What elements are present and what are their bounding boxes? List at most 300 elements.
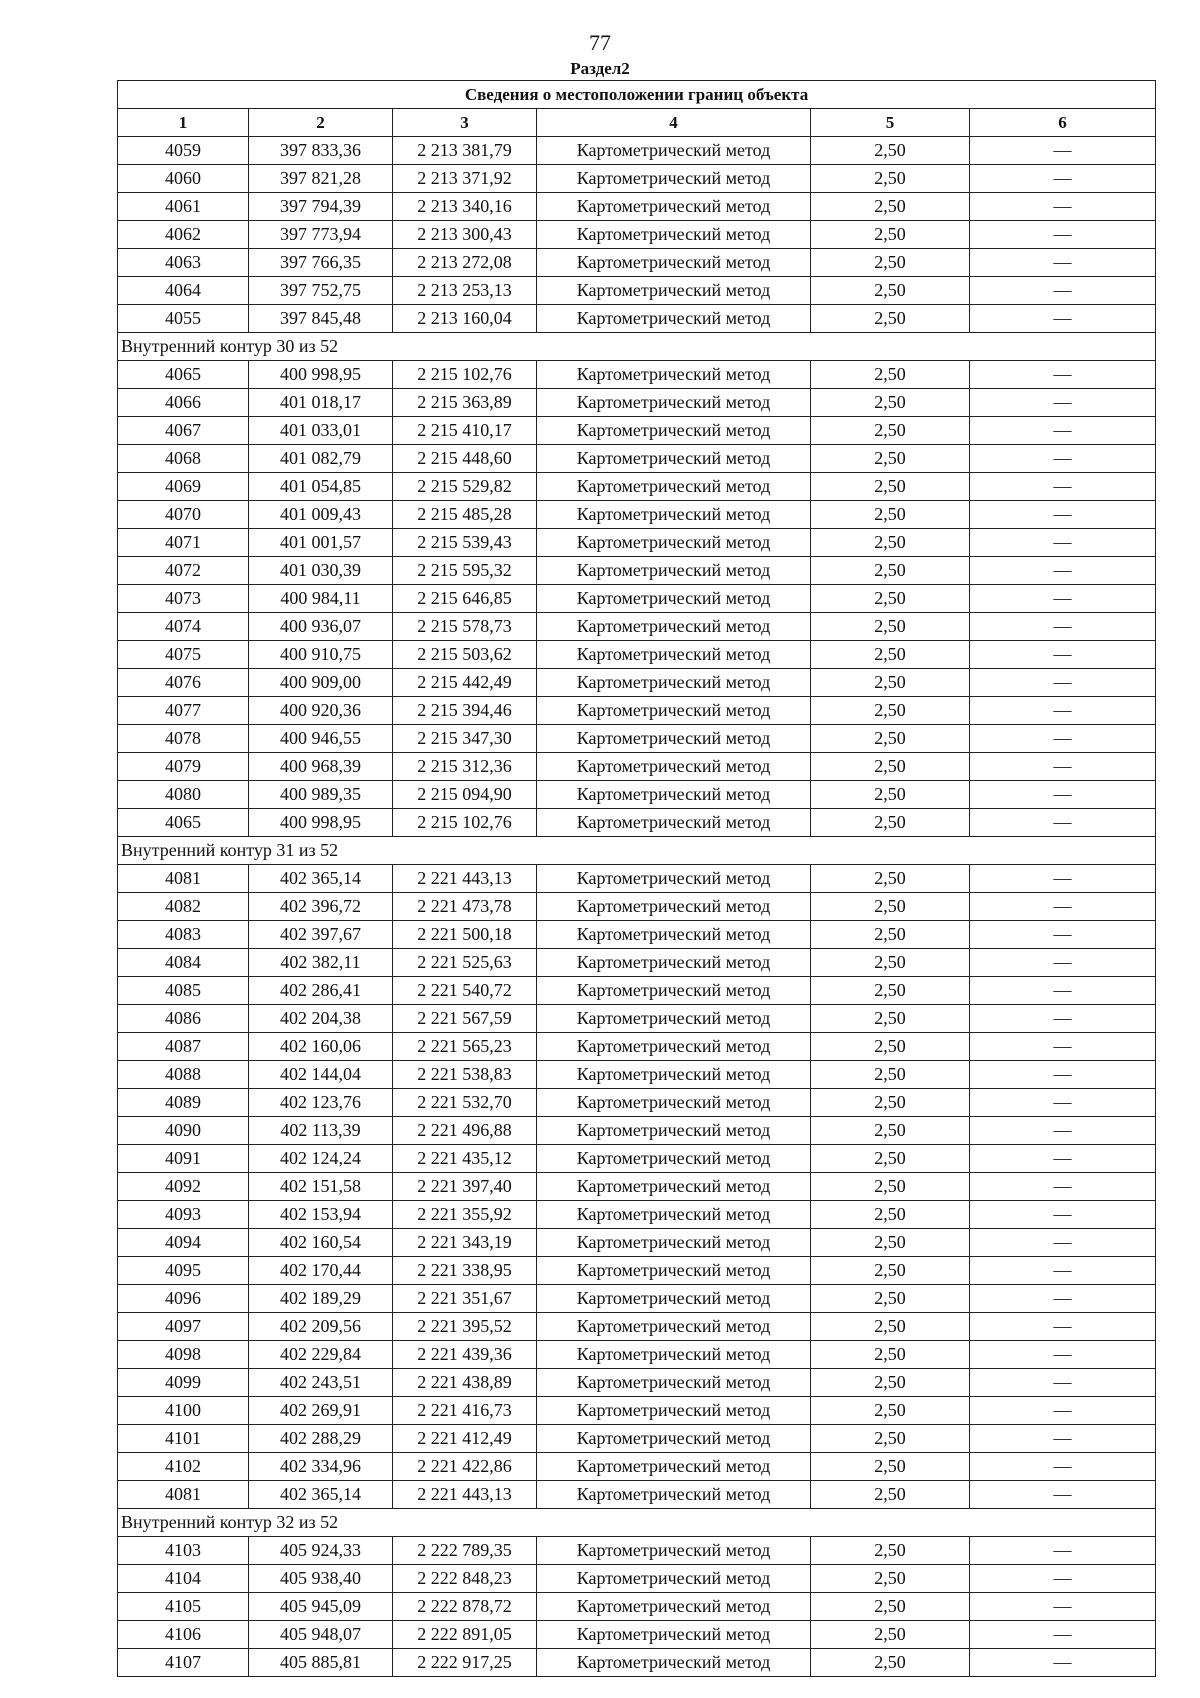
x-coordinate-cell: 400 989,35 <box>249 781 393 809</box>
method-cell: Картометрический метод <box>537 1565 811 1593</box>
table-row <box>118 1145 1156 1173</box>
section-title: Раздел2 <box>570 59 630 78</box>
accuracy-cell: 2,50 <box>811 1649 970 1677</box>
point-number-cell: 4060 <box>118 165 249 193</box>
accuracy-cell: 2,50 <box>811 277 970 305</box>
description-cell: — <box>970 921 1156 949</box>
x-coordinate-cell: 402 123,76 <box>249 1089 393 1117</box>
table-row <box>118 753 1156 781</box>
description-cell: — <box>970 1089 1156 1117</box>
x-coordinate-cell: 402 209,56 <box>249 1313 393 1341</box>
y-coordinate-cell: 2 221 397,40 <box>393 1173 537 1201</box>
x-coordinate-cell: 405 924,33 <box>249 1537 393 1565</box>
x-coordinate-cell: 400 998,95 <box>249 361 393 389</box>
accuracy-cell: 2,50 <box>811 977 970 1005</box>
method-cell: Картометрический метод <box>537 977 811 1005</box>
y-coordinate-cell: 2 221 351,67 <box>393 1285 537 1313</box>
method-cell: Картометрический метод <box>537 1229 811 1257</box>
column-header: 5 <box>811 109 970 137</box>
description-cell: — <box>970 445 1156 473</box>
contour-label: Внутренний контур 31 из 52 <box>118 837 1156 865</box>
description-cell: — <box>970 725 1156 753</box>
y-coordinate-cell: 2 215 410,17 <box>393 417 537 445</box>
y-coordinate-cell: 2 221 355,92 <box>393 1201 537 1229</box>
y-coordinate-cell: 2 215 595,32 <box>393 557 537 585</box>
table-row <box>118 977 1156 1005</box>
method-cell: Картометрический метод <box>537 585 811 613</box>
point-number-cell: 4090 <box>118 1117 249 1145</box>
y-coordinate-cell: 2 221 412,49 <box>393 1425 537 1453</box>
y-coordinate-cell: 2 215 094,90 <box>393 781 537 809</box>
point-number-cell: 4089 <box>118 1089 249 1117</box>
point-number-cell: 4085 <box>118 977 249 1005</box>
y-coordinate-cell: 2 221 435,12 <box>393 1145 537 1173</box>
table-row <box>118 1593 1156 1621</box>
y-coordinate-cell: 2 213 300,43 <box>393 221 537 249</box>
method-cell: Картометрический метод <box>537 529 811 557</box>
method-cell: Картометрический метод <box>537 753 811 781</box>
method-cell: Картометрический метод <box>537 445 811 473</box>
table-row <box>118 1201 1156 1229</box>
table-row <box>118 473 1156 501</box>
x-coordinate-cell: 402 365,14 <box>249 865 393 893</box>
method-cell: Картометрический метод <box>537 893 811 921</box>
y-coordinate-cell: 2 221 343,19 <box>393 1229 537 1257</box>
accuracy-cell: 2,50 <box>811 1537 970 1565</box>
contour-row <box>118 837 1156 865</box>
description-cell: — <box>970 249 1156 277</box>
y-coordinate-cell: 2 215 442,49 <box>393 669 537 697</box>
table-row <box>118 1089 1156 1117</box>
table-row <box>118 865 1156 893</box>
point-number-cell: 4082 <box>118 893 249 921</box>
method-cell: Картометрический метод <box>537 1369 811 1397</box>
description-cell: — <box>970 221 1156 249</box>
table-row <box>118 1453 1156 1481</box>
table-row <box>118 221 1156 249</box>
table-row <box>118 529 1156 557</box>
table-row <box>118 361 1156 389</box>
table-row <box>118 1061 1156 1089</box>
table-row <box>118 1313 1156 1341</box>
accuracy-cell: 2,50 <box>811 361 970 389</box>
column-header: 6 <box>970 109 1156 137</box>
point-number-cell: 4070 <box>118 501 249 529</box>
description-cell: — <box>970 557 1156 585</box>
description-cell: — <box>970 473 1156 501</box>
x-coordinate-cell: 400 998,95 <box>249 809 393 837</box>
method-cell: Картометрический метод <box>537 641 811 669</box>
point-number-cell: 4064 <box>118 277 249 305</box>
description-cell: — <box>970 1341 1156 1369</box>
method-cell: Картометрический метод <box>537 949 811 977</box>
x-coordinate-cell: 402 151,58 <box>249 1173 393 1201</box>
table-row <box>118 1341 1156 1369</box>
description-cell: — <box>970 1565 1156 1593</box>
accuracy-cell: 2,50 <box>811 1229 970 1257</box>
table-row <box>118 641 1156 669</box>
table-row <box>118 921 1156 949</box>
method-cell: Картометрический метод <box>537 1593 811 1621</box>
x-coordinate-cell: 402 124,24 <box>249 1145 393 1173</box>
accuracy-cell: 2,50 <box>811 641 970 669</box>
x-coordinate-cell: 400 910,75 <box>249 641 393 669</box>
x-coordinate-cell: 405 948,07 <box>249 1621 393 1649</box>
accuracy-cell: 2,50 <box>811 165 970 193</box>
accuracy-cell: 2,50 <box>811 557 970 585</box>
accuracy-cell: 2,50 <box>811 305 970 333</box>
description-cell: — <box>970 809 1156 837</box>
column-header: 2 <box>249 109 393 137</box>
accuracy-cell: 2,50 <box>811 1341 970 1369</box>
table-row <box>118 557 1156 585</box>
description-cell: — <box>970 1257 1156 1285</box>
description-cell: — <box>970 1145 1156 1173</box>
table-header-row <box>118 109 1156 137</box>
method-cell: Картометрический метод <box>537 697 811 725</box>
accuracy-cell: 2,50 <box>811 529 970 557</box>
accuracy-cell: 2,50 <box>811 1089 970 1117</box>
x-coordinate-cell: 402 204,38 <box>249 1005 393 1033</box>
x-coordinate-cell: 402 144,04 <box>249 1061 393 1089</box>
point-number-cell: 4105 <box>118 1593 249 1621</box>
method-cell: Картометрический метод <box>537 1621 811 1649</box>
method-cell: Картометрический метод <box>537 1257 811 1285</box>
point-number-cell: 4104 <box>118 1565 249 1593</box>
point-number-cell: 4080 <box>118 781 249 809</box>
y-coordinate-cell: 2 221 496,88 <box>393 1117 537 1145</box>
method-cell: Картометрический метод <box>537 1537 811 1565</box>
table-row <box>118 1425 1156 1453</box>
x-coordinate-cell: 402 286,41 <box>249 977 393 1005</box>
x-coordinate-cell: 401 018,17 <box>249 389 393 417</box>
table-row <box>118 1173 1156 1201</box>
point-number-cell: 4094 <box>118 1229 249 1257</box>
x-coordinate-cell: 400 920,36 <box>249 697 393 725</box>
point-number-cell: 4078 <box>118 725 249 753</box>
description-cell: — <box>970 893 1156 921</box>
y-coordinate-cell: 2 215 312,36 <box>393 753 537 781</box>
accuracy-cell: 2,50 <box>811 781 970 809</box>
method-cell: Картометрический метод <box>537 1145 811 1173</box>
point-number-cell: 4099 <box>118 1369 249 1397</box>
y-coordinate-cell: 2 221 473,78 <box>393 893 537 921</box>
point-number-cell: 4093 <box>118 1201 249 1229</box>
table-row <box>118 417 1156 445</box>
y-coordinate-cell: 2 213 340,16 <box>393 193 537 221</box>
method-cell: Картометрический метод <box>537 781 811 809</box>
x-coordinate-cell: 402 153,94 <box>249 1201 393 1229</box>
description-cell: — <box>970 585 1156 613</box>
description-cell: — <box>970 389 1156 417</box>
point-number-cell: 4066 <box>118 389 249 417</box>
description-cell: — <box>970 277 1156 305</box>
x-coordinate-cell: 402 269,91 <box>249 1397 393 1425</box>
description-cell: — <box>970 305 1156 333</box>
description-cell: — <box>970 1005 1156 1033</box>
description-cell: — <box>970 1397 1156 1425</box>
x-coordinate-cell: 405 938,40 <box>249 1565 393 1593</box>
y-coordinate-cell: 2 215 363,89 <box>393 389 537 417</box>
description-cell: — <box>970 1593 1156 1621</box>
description-cell: — <box>970 865 1156 893</box>
x-coordinate-cell: 397 766,35 <box>249 249 393 277</box>
point-number-cell: 4065 <box>118 809 249 837</box>
accuracy-cell: 2,50 <box>811 1257 970 1285</box>
x-coordinate-cell: 402 334,96 <box>249 1453 393 1481</box>
description-cell: — <box>970 1537 1156 1565</box>
description-cell: — <box>970 977 1156 1005</box>
x-coordinate-cell: 397 845,48 <box>249 305 393 333</box>
description-cell: — <box>970 1481 1156 1509</box>
description-cell: — <box>970 1621 1156 1649</box>
point-number-cell: 4074 <box>118 613 249 641</box>
table-row <box>118 305 1156 333</box>
table-row <box>118 1537 1156 1565</box>
accuracy-cell: 2,50 <box>811 221 970 249</box>
table-row <box>118 1229 1156 1257</box>
accuracy-cell: 2,50 <box>811 1369 970 1397</box>
point-number-cell: 4091 <box>118 1145 249 1173</box>
x-coordinate-cell: 400 946,55 <box>249 725 393 753</box>
description-cell: — <box>970 1453 1156 1481</box>
y-coordinate-cell: 2 221 416,73 <box>393 1397 537 1425</box>
accuracy-cell: 2,50 <box>811 893 970 921</box>
x-coordinate-cell: 397 794,39 <box>249 193 393 221</box>
x-coordinate-cell: 402 382,11 <box>249 949 393 977</box>
method-cell: Картометрический метод <box>537 221 811 249</box>
method-cell: Картометрический метод <box>537 865 811 893</box>
point-number-cell: 4102 <box>118 1453 249 1481</box>
table-caption: Сведения о местоположении границ объекта <box>118 81 1156 109</box>
accuracy-cell: 2,50 <box>811 1593 970 1621</box>
accuracy-cell: 2,50 <box>811 1033 970 1061</box>
page-number: 77 <box>589 30 611 55</box>
table-body <box>118 137 1156 1677</box>
accuracy-cell: 2,50 <box>811 389 970 417</box>
x-coordinate-cell: 402 365,14 <box>249 1481 393 1509</box>
description-cell: — <box>970 1285 1156 1313</box>
table-row <box>118 613 1156 641</box>
point-number-cell: 4101 <box>118 1425 249 1453</box>
x-coordinate-cell: 401 030,39 <box>249 557 393 585</box>
table-row <box>118 1369 1156 1397</box>
contour-row <box>118 1509 1156 1537</box>
description-cell: — <box>970 137 1156 165</box>
accuracy-cell: 2,50 <box>811 949 970 977</box>
accuracy-cell: 2,50 <box>811 1145 970 1173</box>
description-cell: — <box>970 1229 1156 1257</box>
y-coordinate-cell: 2 222 891,05 <box>393 1621 537 1649</box>
table-row <box>118 389 1156 417</box>
table-row <box>118 277 1156 305</box>
column-header: 4 <box>537 109 811 137</box>
method-cell: Картометрический метод <box>537 1453 811 1481</box>
y-coordinate-cell: 2 215 102,76 <box>393 361 537 389</box>
point-number-cell: 4068 <box>118 445 249 473</box>
table-row <box>118 137 1156 165</box>
method-cell: Картометрический метод <box>537 1481 811 1509</box>
table-row <box>118 697 1156 725</box>
accuracy-cell: 2,50 <box>811 1201 970 1229</box>
point-number-cell: 4072 <box>118 557 249 585</box>
table-row <box>118 1621 1156 1649</box>
y-coordinate-cell: 2 221 443,13 <box>393 865 537 893</box>
table-row <box>118 1397 1156 1425</box>
description-cell: — <box>970 165 1156 193</box>
accuracy-cell: 2,50 <box>811 417 970 445</box>
y-coordinate-cell: 2 221 532,70 <box>393 1089 537 1117</box>
description-cell: — <box>970 1173 1156 1201</box>
y-coordinate-cell: 2 222 789,35 <box>393 1537 537 1565</box>
description-cell: — <box>970 613 1156 641</box>
description-cell: — <box>970 1425 1156 1453</box>
method-cell: Картометрический метод <box>537 277 811 305</box>
accuracy-cell: 2,50 <box>811 1397 970 1425</box>
accuracy-cell: 2,50 <box>811 501 970 529</box>
accuracy-cell: 2,50 <box>811 1285 970 1313</box>
point-number-cell: 4083 <box>118 921 249 949</box>
method-cell: Картометрический метод <box>537 1089 811 1117</box>
point-number-cell: 4062 <box>118 221 249 249</box>
description-cell: — <box>970 669 1156 697</box>
y-coordinate-cell: 2 215 529,82 <box>393 473 537 501</box>
x-coordinate-cell: 402 397,67 <box>249 921 393 949</box>
method-cell: Картометрический метод <box>537 809 811 837</box>
point-number-cell: 4098 <box>118 1341 249 1369</box>
method-cell: Картометрический метод <box>537 725 811 753</box>
table-row <box>118 725 1156 753</box>
y-coordinate-cell: 2 222 878,72 <box>393 1593 537 1621</box>
table-row <box>118 1481 1156 1509</box>
description-cell: — <box>970 753 1156 781</box>
contour-label: Внутренний контур 32 из 52 <box>118 1509 1156 1537</box>
accuracy-cell: 2,50 <box>811 193 970 221</box>
method-cell: Картометрический метод <box>537 1117 811 1145</box>
method-cell: Картометрический метод <box>537 361 811 389</box>
method-cell: Картометрический метод <box>537 193 811 221</box>
method-cell: Картометрический метод <box>537 1649 811 1677</box>
table-row <box>118 809 1156 837</box>
accuracy-cell: 2,50 <box>811 1481 970 1509</box>
contour-row <box>118 333 1156 361</box>
table-row <box>118 781 1156 809</box>
method-cell: Картометрический метод <box>537 557 811 585</box>
y-coordinate-cell: 2 221 338,95 <box>393 1257 537 1285</box>
accuracy-cell: 2,50 <box>811 473 970 501</box>
x-coordinate-cell: 401 009,43 <box>249 501 393 529</box>
description-cell: — <box>970 1117 1156 1145</box>
description-cell: — <box>970 697 1156 725</box>
x-coordinate-cell: 397 773,94 <box>249 221 393 249</box>
accuracy-cell: 2,50 <box>811 921 970 949</box>
point-number-cell: 4106 <box>118 1621 249 1649</box>
x-coordinate-cell: 401 054,85 <box>249 473 393 501</box>
method-cell: Картометрический метод <box>537 1425 811 1453</box>
point-number-cell: 4107 <box>118 1649 249 1677</box>
method-cell: Картометрический метод <box>537 921 811 949</box>
x-coordinate-cell: 402 160,54 <box>249 1229 393 1257</box>
description-cell: — <box>970 1313 1156 1341</box>
x-coordinate-cell: 402 288,29 <box>249 1425 393 1453</box>
accuracy-cell: 2,50 <box>811 697 970 725</box>
description-cell: — <box>970 1369 1156 1397</box>
table-row <box>118 1285 1156 1313</box>
y-coordinate-cell: 2 215 539,43 <box>393 529 537 557</box>
point-number-cell: 4097 <box>118 1313 249 1341</box>
point-number-cell: 4100 <box>118 1397 249 1425</box>
point-number-cell: 4065 <box>118 361 249 389</box>
accuracy-cell: 2,50 <box>811 1117 970 1145</box>
x-coordinate-cell: 402 229,84 <box>249 1341 393 1369</box>
accuracy-cell: 2,50 <box>811 613 970 641</box>
table-row <box>118 445 1156 473</box>
y-coordinate-cell: 2 215 394,46 <box>393 697 537 725</box>
method-cell: Картометрический метод <box>537 1005 811 1033</box>
point-number-cell: 4081 <box>118 1481 249 1509</box>
point-number-cell: 4073 <box>118 585 249 613</box>
y-coordinate-cell: 2 221 438,89 <box>393 1369 537 1397</box>
y-coordinate-cell: 2 222 848,23 <box>393 1565 537 1593</box>
point-number-cell: 4063 <box>118 249 249 277</box>
x-coordinate-cell: 405 885,81 <box>249 1649 393 1677</box>
method-cell: Картометрический метод <box>537 389 811 417</box>
x-coordinate-cell: 397 833,36 <box>249 137 393 165</box>
x-coordinate-cell: 402 189,29 <box>249 1285 393 1313</box>
column-header: 3 <box>393 109 537 137</box>
x-coordinate-cell: 400 936,07 <box>249 613 393 641</box>
point-number-cell: 4071 <box>118 529 249 557</box>
point-number-cell: 4086 <box>118 1005 249 1033</box>
method-cell: Картометрический метод <box>537 165 811 193</box>
point-number-cell: 4088 <box>118 1061 249 1089</box>
accuracy-cell: 2,50 <box>811 137 970 165</box>
point-number-cell: 4092 <box>118 1173 249 1201</box>
x-coordinate-cell: 397 752,75 <box>249 277 393 305</box>
x-coordinate-cell: 400 968,39 <box>249 753 393 781</box>
x-coordinate-cell: 402 243,51 <box>249 1369 393 1397</box>
y-coordinate-cell: 2 221 422,86 <box>393 1453 537 1481</box>
point-number-cell: 4084 <box>118 949 249 977</box>
point-number-cell: 4096 <box>118 1285 249 1313</box>
x-coordinate-cell: 400 984,11 <box>249 585 393 613</box>
description-cell: — <box>970 361 1156 389</box>
accuracy-cell: 2,50 <box>811 809 970 837</box>
y-coordinate-cell: 2 215 646,85 <box>393 585 537 613</box>
y-coordinate-cell: 2 215 503,62 <box>393 641 537 669</box>
y-coordinate-cell: 2 213 381,79 <box>393 137 537 165</box>
point-number-cell: 4067 <box>118 417 249 445</box>
y-coordinate-cell: 2 221 567,59 <box>393 1005 537 1033</box>
accuracy-cell: 2,50 <box>811 1061 970 1089</box>
accuracy-cell: 2,50 <box>811 1005 970 1033</box>
y-coordinate-cell: 2 213 160,04 <box>393 305 537 333</box>
point-number-cell: 4103 <box>118 1537 249 1565</box>
method-cell: Картометрический метод <box>537 1313 811 1341</box>
method-cell: Картометрический метод <box>537 1061 811 1089</box>
x-coordinate-cell: 401 001,57 <box>249 529 393 557</box>
contour-label: Внутренний контур 30 из 52 <box>118 333 1156 361</box>
description-cell: — <box>970 1033 1156 1061</box>
y-coordinate-cell: 2 215 578,73 <box>393 613 537 641</box>
accuracy-cell: 2,50 <box>811 1313 970 1341</box>
method-cell: Картометрический метод <box>537 417 811 445</box>
y-coordinate-cell: 2 215 448,60 <box>393 445 537 473</box>
x-coordinate-cell: 402 160,06 <box>249 1033 393 1061</box>
method-cell: Картометрический метод <box>537 305 811 333</box>
method-cell: Картометрический метод <box>537 669 811 697</box>
point-number-cell: 4079 <box>118 753 249 781</box>
